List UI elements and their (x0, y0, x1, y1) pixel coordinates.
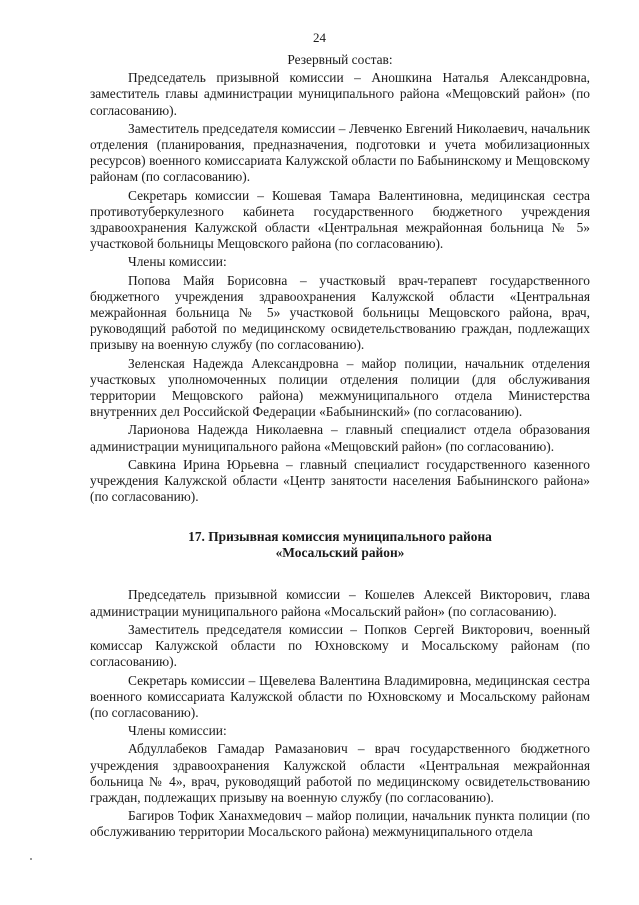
reserve-heading: Резервный состав: (287, 52, 393, 67)
section-deputy-chairman: Заместитель председателя комиссии – Попков Сергей Викторович, военный комиссар Калужской области по Юхновскому и Мосальскому районам (по согласованию). (90, 621, 590, 670)
section-secretary: Секретарь комиссии – Щевелева Валентина Владимировна, медицинская сестра военного комиссариата Калужской области по Юхновскому и Мосальскому районам (по согласованию). (90, 672, 590, 720)
document-body (90, 52, 590, 843)
reserve-member: Зеленская Надежда Александровна – майор полиции, начальник отделения участковых уполномоченных полиции отделения полиции (для обслуживания территории Мещовского района) межмуниципального отдела Министерства внутренних дел Российской Федерации «Бабынинский» (по согласованию). (90, 355, 590, 420)
section-member: Багиров Тофик Ханахмедович – майор полиции, начальник пункта полиции (по обслуживанию территории Мосальского района) межмуниципального отдела (90, 808, 590, 840)
section-chairman: Председатель призывной комиссии – Кошелев Алексей Викторович, глава администрации муниципального района «Мосальский район» (по согласованию). (90, 587, 590, 619)
section-members-label: Члены комиссии: (128, 723, 227, 739)
section-member: Абдуллабеков Гамадар Рамазанович – врач государственного бюджетного учреждения здравоохранения Калужской области «Центральная межрайонная больница № 4», врач, руководящий работой по медицинскому освидетельствованию граждан, подлежащих призыву на военную службу (по согласованию). (90, 741, 590, 805)
section-title-line: «Мосальский район» (275, 545, 405, 561)
scan-speck (30, 858, 32, 860)
reserve-member: Ларионова Надежда Николаевна – главный специалист отдела образования администрации муниципального района «Мещовский район» (по согласованию). (90, 422, 590, 454)
reserve-member: Савкина Ирина Юрьевна – главный специалист государственного казенного учреждения Калужской области «Центр занятости населения Бабынинского района» (по согласованию). (90, 456, 590, 505)
reserve-secretary: Секретарь комиссии – Кошевая Тамара Валентиновна, медицинская сестра противотуберкулезного кабинета государственного бюджетного учреждения здравоохранения Калужской области «Центральная межрайонная больница № 5» участковой больницы Мещовского района (по согласованию). (90, 187, 590, 252)
reserve-deputy-chairman: Заместитель председателя комиссии – Левченко Евгений Николаевич, начальник отделения (планирования, предназначения, подготовки и учета мобилизационных ресурсов) военного комиссариата Калужской области по Бабынинскому и Мещовскому районам (по согласованию). (90, 120, 590, 185)
page-number: 24 (313, 30, 326, 45)
section-title (90, 529, 590, 561)
reserve-members-label: Члены комиссии: (128, 254, 227, 270)
reserve-member: Попова Майя Борисовна – участковый врач-терапевт государственного бюджетного учреждения здравоохранения Калужской области «Центральная межрайонная больница № 5» участковой больницы Мещовского района, врач, руководящий работой по медицинскому освидетельствованию граждан, подлежащих призыву на военную службу (по согласованию). (90, 272, 590, 353)
reserve-chairman: Председатель призывной комиссии – Аношкина Наталья Александровна, заместитель главы администрации муниципального района «Мещовский район» (по согласованию). (90, 70, 590, 118)
section-title-line: 17. Призывная комиссия муниципального района (188, 529, 492, 545)
